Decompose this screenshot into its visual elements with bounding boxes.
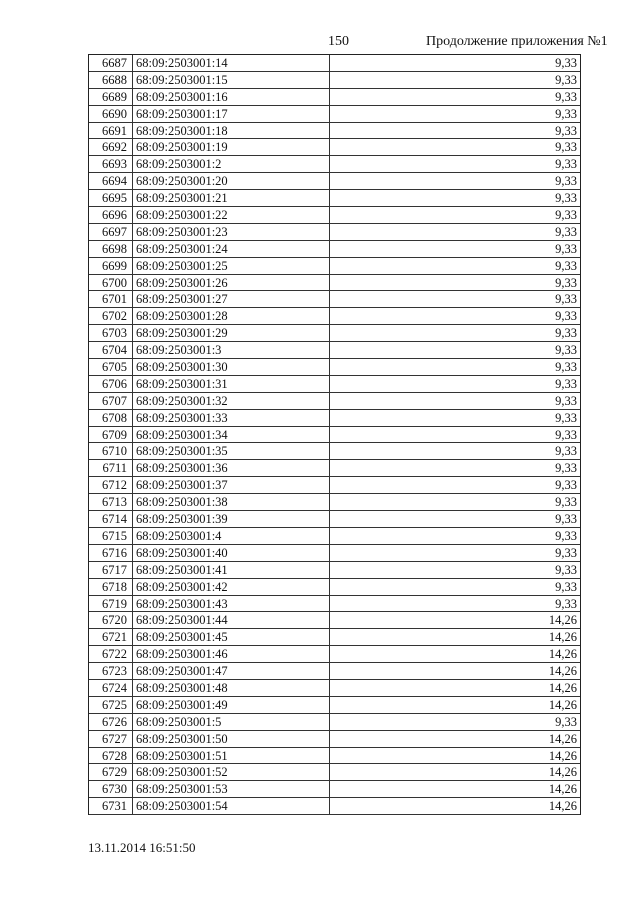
row-number-cell: 6697 — [89, 224, 133, 240]
value-cell: 14,26 — [548, 731, 577, 746]
table-row — [89, 342, 580, 359]
row-number-cell: 6694 — [89, 173, 133, 189]
cadastral-number-cell: 68:09:2503001:32 — [133, 393, 330, 409]
value-cell: 9,33 — [555, 72, 577, 87]
cadastral-number-cell: 68:09:2503001:4 — [133, 528, 330, 544]
table-row — [89, 443, 580, 460]
value-cell: 9,33 — [555, 478, 577, 493]
cadastral-number-cell: 68:09:2503001:51 — [133, 748, 330, 764]
table-row — [89, 427, 580, 444]
value-cell: 14,26 — [548, 765, 577, 780]
row-number-cell: 6711 — [89, 460, 133, 476]
cadastral-number-cell: 68:09:2503001:31 — [133, 376, 330, 392]
cadastral-number-cell: 68:09:2503001:41 — [133, 562, 330, 578]
row-number-cell: 6722 — [89, 646, 133, 662]
value-cell: 9,33 — [555, 157, 577, 172]
value-cell: 14,26 — [548, 664, 577, 679]
row-number-cell: 6703 — [89, 325, 133, 341]
value-cell: 9,33 — [555, 275, 577, 290]
row-number-cell: 6724 — [89, 680, 133, 696]
table-row — [89, 596, 580, 613]
cadastral-number-cell: 68:09:2503001:34 — [133, 427, 330, 443]
table-row — [89, 55, 580, 72]
table-row — [89, 410, 580, 427]
cadastral-number-cell: 68:09:2503001:54 — [133, 798, 330, 814]
cadastral-table — [88, 54, 581, 815]
table-row — [89, 258, 580, 275]
cadastral-number-cell: 68:09:2503001:39 — [133, 511, 330, 527]
table-row — [89, 72, 580, 89]
table-row — [89, 241, 580, 258]
value-cell: 9,33 — [555, 89, 577, 104]
cadastral-number-cell: 68:09:2503001:5 — [133, 714, 330, 730]
cadastral-number-cell: 68:09:2503001:19 — [133, 139, 330, 155]
table-row — [89, 123, 580, 140]
value-cell: 9,33 — [555, 292, 577, 307]
value-cell: 14,26 — [548, 748, 577, 763]
table-row — [89, 308, 580, 325]
table-row — [89, 494, 580, 511]
row-number-cell: 6689 — [89, 89, 133, 105]
table-row — [89, 460, 580, 477]
cadastral-number-cell: 68:09:2503001:36 — [133, 460, 330, 476]
table-row — [89, 731, 580, 748]
cadastral-number-cell: 68:09:2503001:52 — [133, 764, 330, 780]
cadastral-number-cell: 68:09:2503001:40 — [133, 545, 330, 561]
table-row — [89, 612, 580, 629]
cadastral-number-cell: 68:09:2503001:23 — [133, 224, 330, 240]
value-cell: 9,33 — [555, 360, 577, 375]
cadastral-number-cell: 68:09:2503001:53 — [133, 781, 330, 797]
row-number-cell: 6718 — [89, 579, 133, 595]
table-row — [89, 359, 580, 376]
cadastral-number-cell: 68:09:2503001:38 — [133, 494, 330, 510]
table-row — [89, 562, 580, 579]
value-cell: 9,33 — [555, 140, 577, 155]
table-row — [89, 376, 580, 393]
cadastral-number-cell: 68:09:2503001:15 — [133, 72, 330, 88]
value-cell: 9,33 — [555, 393, 577, 408]
value-cell: 9,33 — [555, 545, 577, 560]
table-row — [89, 764, 580, 781]
cadastral-number-cell: 68:09:2503001:46 — [133, 646, 330, 662]
row-number-cell: 6712 — [89, 477, 133, 493]
row-number-cell: 6696 — [89, 207, 133, 223]
table-row — [89, 748, 580, 765]
table-row — [89, 477, 580, 494]
row-number-cell: 6726 — [89, 714, 133, 730]
cadastral-number-cell: 68:09:2503001:2 — [133, 156, 330, 172]
row-number-cell: 6690 — [89, 106, 133, 122]
table-row — [89, 393, 580, 410]
cadastral-number-cell: 68:09:2503001:29 — [133, 325, 330, 341]
value-cell: 9,33 — [555, 174, 577, 189]
value-cell: 14,26 — [548, 697, 577, 712]
row-number-cell: 6705 — [89, 359, 133, 375]
value-cell: 9,33 — [555, 714, 577, 729]
cadastral-number-cell: 68:09:2503001:47 — [133, 663, 330, 679]
row-number-cell: 6717 — [89, 562, 133, 578]
row-number-cell: 6708 — [89, 410, 133, 426]
page-number: 150 — [328, 34, 349, 49]
cadastral-number-cell: 68:09:2503001:14 — [133, 55, 330, 71]
row-number-cell: 6723 — [89, 663, 133, 679]
row-number-cell: 6698 — [89, 241, 133, 257]
cadastral-number-cell: 68:09:2503001:37 — [133, 477, 330, 493]
row-number-cell: 6707 — [89, 393, 133, 409]
value-cell: 9,33 — [555, 123, 577, 138]
value-cell: 9,33 — [555, 495, 577, 510]
print-timestamp: 13.11.2014 16:51:50 — [88, 840, 196, 855]
cadastral-number-cell: 68:09:2503001:28 — [133, 308, 330, 324]
row-number-cell: 6716 — [89, 545, 133, 561]
cadastral-number-cell: 68:09:2503001:42 — [133, 579, 330, 595]
cadastral-number-cell: 68:09:2503001:26 — [133, 275, 330, 291]
value-cell: 9,33 — [555, 309, 577, 324]
cadastral-number-cell: 68:09:2503001:22 — [133, 207, 330, 223]
row-number-cell: 6713 — [89, 494, 133, 510]
value-cell: 14,26 — [548, 647, 577, 662]
row-number-cell: 6721 — [89, 629, 133, 645]
row-number-cell: 6701 — [89, 291, 133, 307]
value-cell: 9,33 — [555, 528, 577, 543]
cadastral-number-cell: 68:09:2503001:44 — [133, 612, 330, 628]
row-number-cell: 6700 — [89, 275, 133, 291]
value-cell: 9,33 — [555, 224, 577, 239]
row-number-cell: 6725 — [89, 697, 133, 713]
cadastral-number-cell: 68:09:2503001:48 — [133, 680, 330, 696]
table-row — [89, 106, 580, 123]
table-row — [89, 511, 580, 528]
cadastral-number-cell: 68:09:2503001:21 — [133, 190, 330, 206]
row-number-cell: 6727 — [89, 731, 133, 747]
value-cell: 9,33 — [555, 343, 577, 358]
table-row — [89, 646, 580, 663]
cadastral-number-cell: 68:09:2503001:20 — [133, 173, 330, 189]
value-cell: 9,33 — [555, 579, 577, 594]
table-row — [89, 291, 580, 308]
value-cell: 9,33 — [555, 258, 577, 273]
cadastral-number-cell: 68:09:2503001:49 — [133, 697, 330, 713]
value-cell: 9,33 — [555, 444, 577, 459]
value-cell: 9,33 — [555, 427, 577, 442]
value-cell: 9,33 — [555, 241, 577, 256]
row-number-cell: 6715 — [89, 528, 133, 544]
table-row — [89, 89, 580, 106]
table-row — [89, 781, 580, 798]
table-row — [89, 224, 580, 241]
table-row — [89, 579, 580, 596]
row-number-cell: 6728 — [89, 748, 133, 764]
cadastral-number-cell: 68:09:2503001:43 — [133, 596, 330, 612]
row-number-cell: 6691 — [89, 123, 133, 139]
row-number-cell: 6714 — [89, 511, 133, 527]
value-cell: 9,33 — [555, 56, 577, 70]
value-cell: 9,33 — [555, 208, 577, 223]
row-number-cell: 6695 — [89, 190, 133, 206]
row-number-cell: 6693 — [89, 156, 133, 172]
value-cell: 14,26 — [548, 630, 577, 645]
value-cell: 9,33 — [555, 410, 577, 425]
row-number-cell: 6706 — [89, 376, 133, 392]
value-cell: 14,26 — [548, 799, 577, 814]
value-cell: 9,33 — [555, 596, 577, 611]
cadastral-number-cell: 68:09:2503001:18 — [133, 123, 330, 139]
row-number-cell: 6720 — [89, 612, 133, 628]
table-row — [89, 528, 580, 545]
row-number-cell: 6729 — [89, 764, 133, 780]
table-row — [89, 798, 580, 815]
value-cell: 9,33 — [555, 512, 577, 527]
cadastral-number-cell: 68:09:2503001:45 — [133, 629, 330, 645]
table-row — [89, 156, 580, 173]
row-number-cell: 6731 — [89, 798, 133, 814]
row-number-cell: 6687 — [89, 55, 133, 71]
cadastral-number-cell: 68:09:2503001:25 — [133, 258, 330, 274]
table-row — [89, 275, 580, 292]
table-row — [89, 190, 580, 207]
row-number-cell: 6709 — [89, 427, 133, 443]
value-cell: 14,26 — [548, 782, 577, 797]
cadastral-number-cell: 68:09:2503001:16 — [133, 89, 330, 105]
row-number-cell: 6699 — [89, 258, 133, 274]
table-row — [89, 139, 580, 156]
cadastral-number-cell: 68:09:2503001:33 — [133, 410, 330, 426]
table-row — [89, 629, 580, 646]
value-cell: 9,33 — [555, 326, 577, 341]
table-row — [89, 663, 580, 680]
value-cell: 14,26 — [548, 680, 577, 695]
cadastral-number-cell: 68:09:2503001:27 — [133, 291, 330, 307]
row-number-cell: 6710 — [89, 443, 133, 459]
value-cell: 9,33 — [555, 562, 577, 577]
table-row — [89, 173, 580, 190]
cadastral-number-cell: 68:09:2503001:35 — [133, 443, 330, 459]
value-cell: 9,33 — [555, 106, 577, 121]
value-cell: 14,26 — [548, 613, 577, 628]
cadastral-number-cell: 68:09:2503001:30 — [133, 359, 330, 375]
table-row — [89, 714, 580, 731]
table-row — [89, 545, 580, 562]
cadastral-number-cell: 68:09:2503001:3 — [133, 342, 330, 358]
row-number-cell: 6692 — [89, 139, 133, 155]
row-number-cell: 6688 — [89, 72, 133, 88]
row-number-cell: 6730 — [89, 781, 133, 797]
table-row — [89, 207, 580, 224]
row-number-cell: 6719 — [89, 596, 133, 612]
table-row — [89, 325, 580, 342]
value-cell: 9,33 — [555, 191, 577, 206]
value-cell: 9,33 — [555, 376, 577, 391]
cadastral-number-cell: 68:09:2503001:50 — [133, 731, 330, 747]
table-row — [89, 697, 580, 714]
cadastral-number-cell: 68:09:2503001:17 — [133, 106, 330, 122]
row-number-cell: 6702 — [89, 308, 133, 324]
cadastral-number-cell: 68:09:2503001:24 — [133, 241, 330, 257]
appendix-title: Продолжение приложения №1 — [426, 34, 608, 49]
table-row — [89, 680, 580, 697]
value-cell: 9,33 — [555, 461, 577, 476]
row-number-cell: 6704 — [89, 342, 133, 358]
